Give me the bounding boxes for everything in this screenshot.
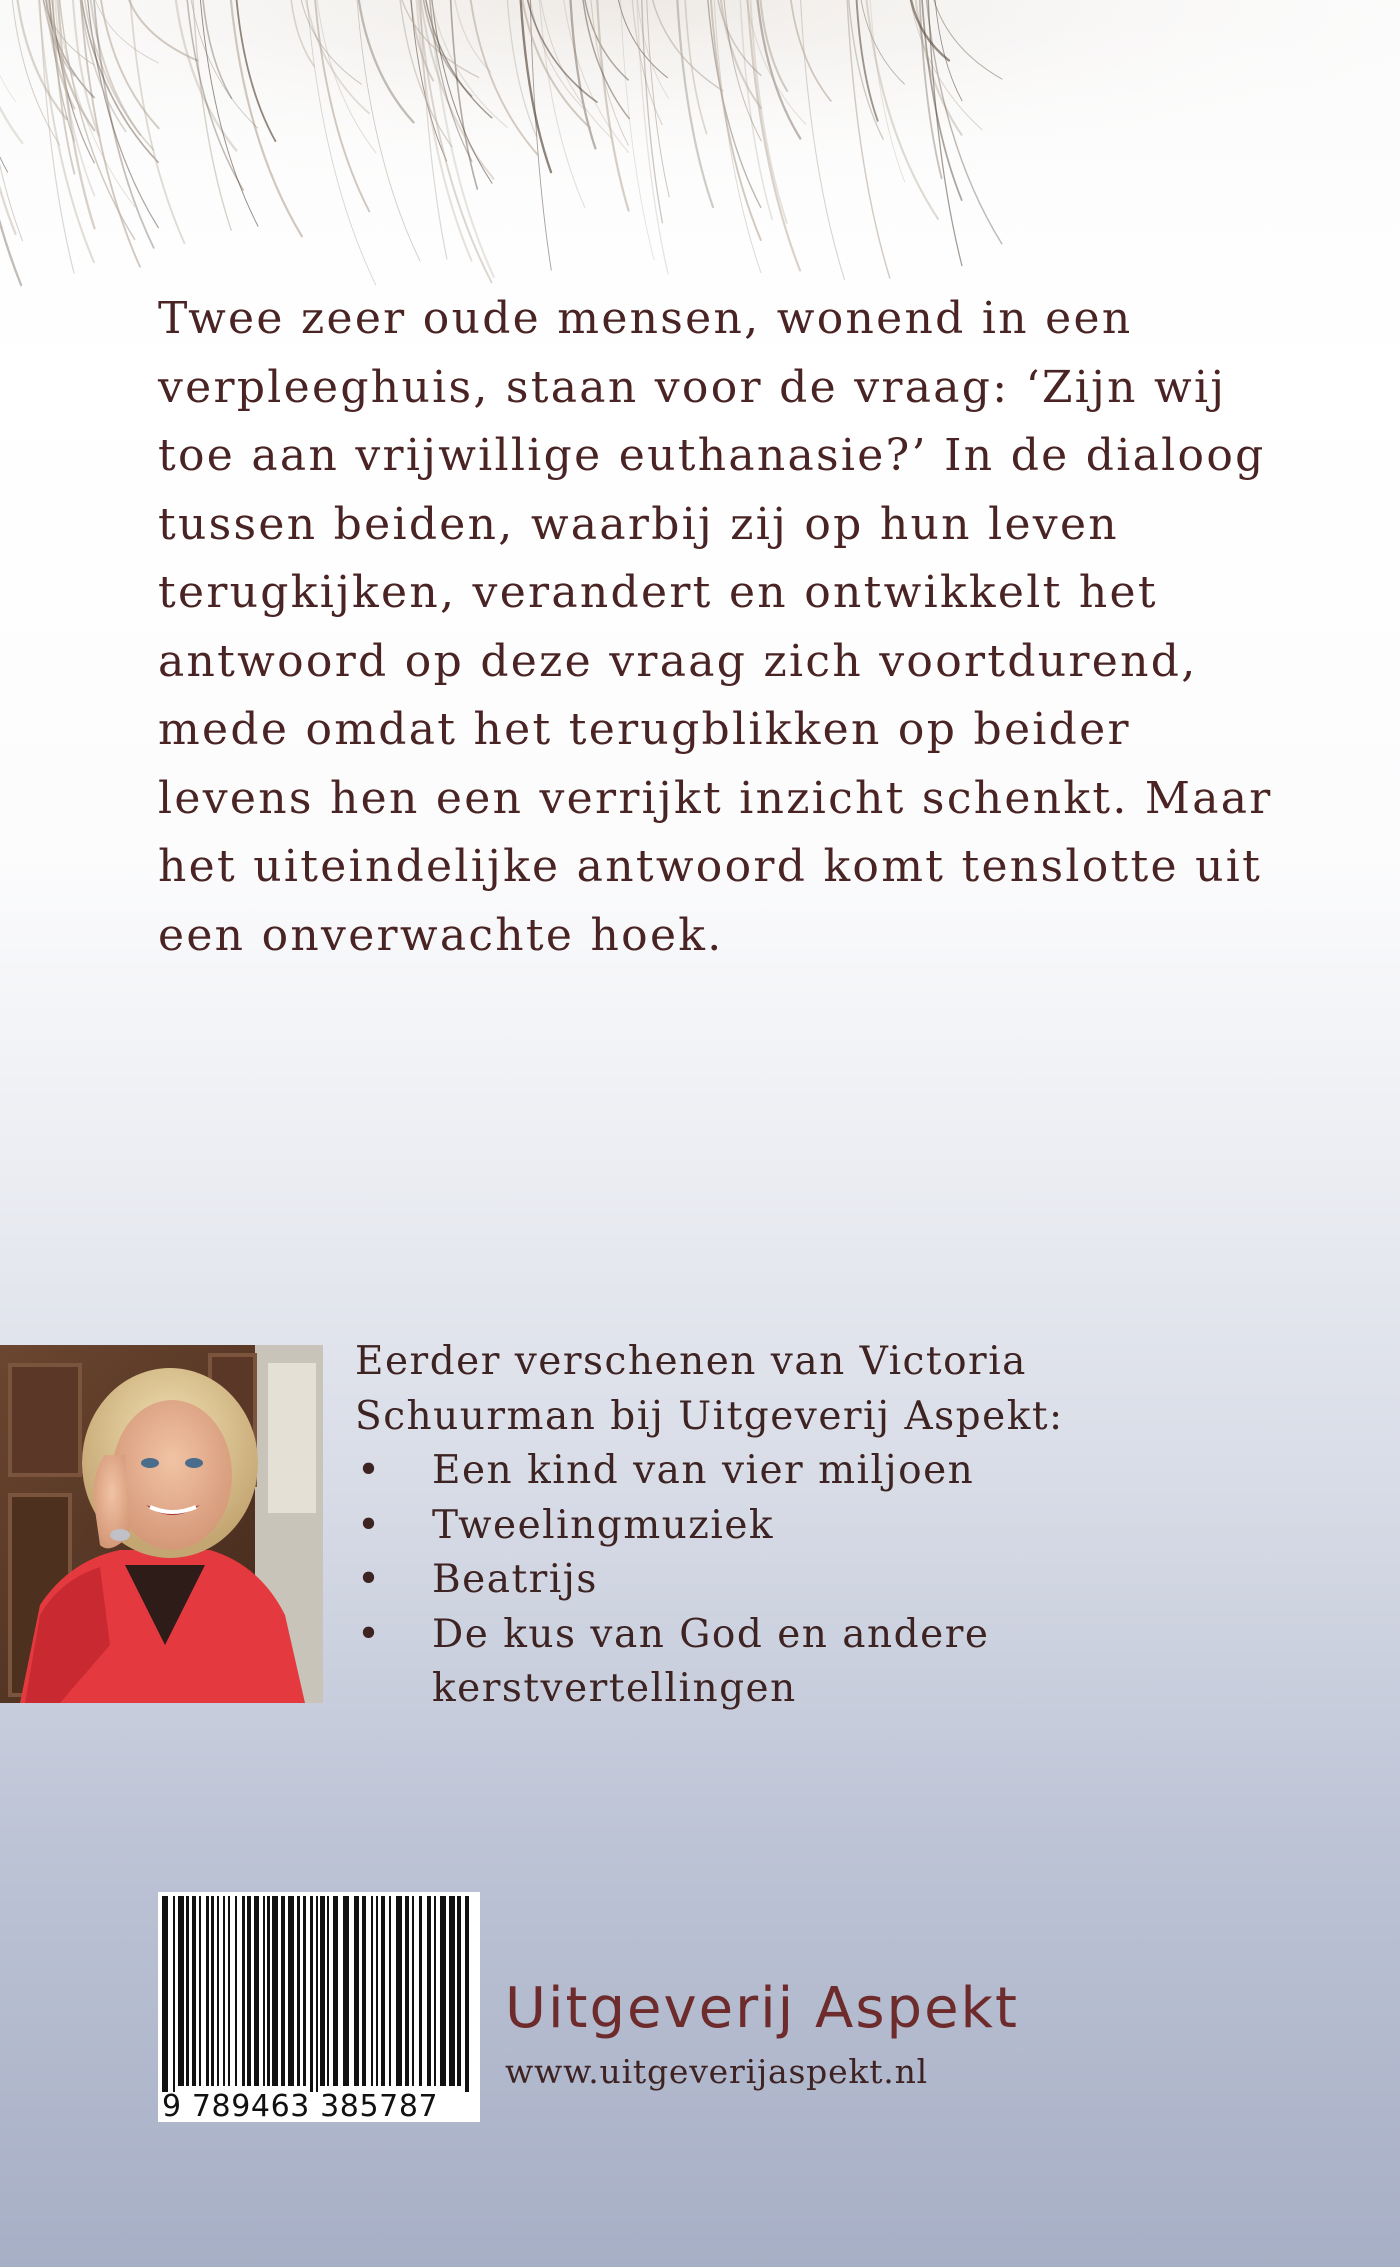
barcode-bar: [440, 1896, 446, 2086]
barcode-bar: [178, 1896, 184, 2086]
barcode-bar: [327, 1896, 329, 2086]
barcode-bar: [376, 1896, 378, 2086]
book-title: De kus van God en andere kerstvertellingen: [432, 1611, 990, 1711]
barcode-bar: [263, 1896, 265, 2086]
barcode-bar: [389, 1896, 391, 2086]
barcode-bar: [381, 1896, 385, 2086]
barcode-bar: [316, 1896, 318, 2092]
barcode-bar: [449, 1896, 455, 2086]
bullet: •: [357, 1502, 382, 1548]
barcode-bar: [362, 1896, 366, 2086]
barcode-bar: [297, 1896, 300, 2086]
isbn-number: 9 789463 385787: [162, 2089, 439, 2124]
publisher-name: Uitgeverij Aspekt: [505, 1976, 1019, 2041]
bullet: •: [357, 1611, 382, 1657]
author-bio: [355, 1335, 1255, 1717]
barcode-bar: [427, 1896, 431, 2086]
barcode-bar: [211, 1896, 214, 2086]
bullet: •: [357, 1557, 382, 1602]
barcode-bar: [247, 1896, 251, 2086]
barcode-bar: [228, 1896, 230, 2086]
barcode-bar: [173, 1896, 175, 2092]
barcode-bar: [199, 1896, 201, 2086]
barcode-bar: [412, 1896, 414, 2086]
barcode-bar: [405, 1896, 409, 2086]
list-item: [355, 1608, 1255, 1717]
barcode-bar: [303, 1896, 306, 2086]
barcode-bar: [242, 1896, 245, 2086]
barcode-bar: [235, 1896, 237, 2086]
barcode-bar: [217, 1896, 219, 2086]
barcode-bar: [333, 1896, 338, 2086]
barcode-bar: [343, 1896, 349, 2086]
list-item: [355, 1553, 1255, 1608]
barcode-bar: [288, 1896, 294, 2086]
book-list: [355, 1444, 1255, 1717]
barcode-bar: [162, 1896, 168, 2092]
barcode-bar: [371, 1896, 373, 2086]
list-item: [355, 1499, 1255, 1554]
isbn-barcode: [158, 1892, 480, 2122]
barcode-bar: [396, 1896, 402, 2086]
book-title: Een kind van vier miljoen: [432, 1448, 975, 1493]
barcode-bar: [267, 1896, 270, 2086]
barcode-bar: [186, 1896, 189, 2086]
barcode-bar: [254, 1896, 259, 2086]
barcode-bar: [310, 1896, 313, 2092]
barcode-bar: [192, 1896, 196, 2086]
barcode-bar: [457, 1896, 461, 2086]
blurb-text: Twee zeer oude mensen, wonend in een verpleeghuis, staan voor de vraag: ‘Zijn wij toe aan vrijwillige euthanasie?’ In de dialoog tussen beiden, waarbij zij op hun leven terugkijken, verandert en ontwikkelt het antwoord op deze vraag zich voortdurend, mede omdat het terugblikken op beider levens hen een verrijkt inzicht schenkt. Maar het uiteindelijke antwoord komt tenslotte uit een onverwachte hoek.: [158, 293, 1273, 961]
barcode-bar: [419, 1896, 422, 2086]
barcode-bar: [206, 1896, 209, 2086]
barcode-bar: [320, 1896, 325, 2086]
barcode-bar: [281, 1896, 285, 2086]
barcode-bar: [354, 1896, 359, 2086]
barcode-bar: [434, 1896, 436, 2086]
bullet: •: [357, 1448, 382, 1493]
list-item: [355, 1444, 1255, 1499]
book-title: Tweelingmuziek: [432, 1502, 775, 1548]
barcode-bar: [465, 1896, 469, 2092]
author-photo: [0, 1345, 323, 1703]
publisher-url: www.uitgeverijaspekt.nl: [505, 2052, 928, 2091]
barcode-bar: [272, 1896, 278, 2086]
barcode-bar: [223, 1896, 225, 2086]
feather-illustration: [0, 0, 1400, 300]
book-title: Beatrijs: [432, 1557, 598, 1602]
bio-intro: Eerder verschenen van Victoria Schuurman bij Uitgeverij Aspekt:: [355, 1339, 1064, 1439]
